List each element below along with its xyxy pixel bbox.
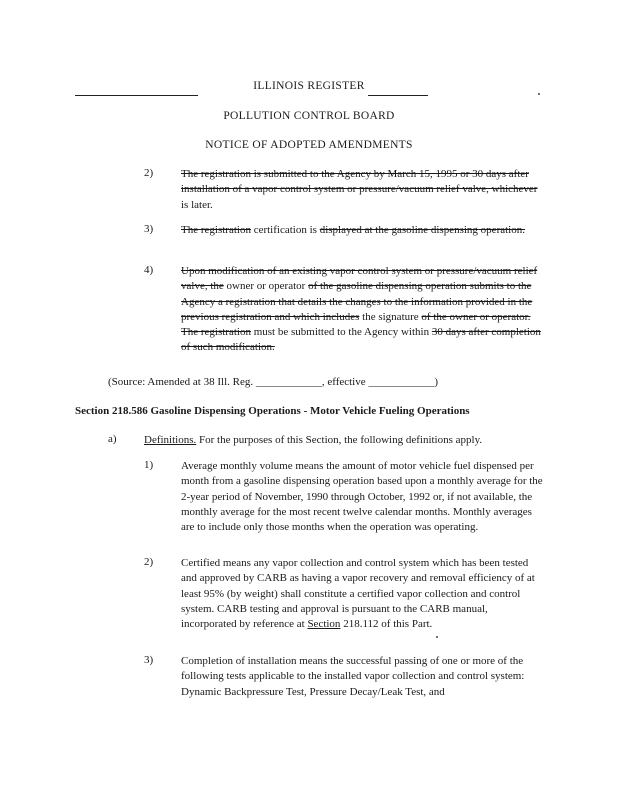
definition-text-part: Certified means any vapor collection and control system which has been tested and approved by CARB as having a vapor recovery and removal efficiency of at least 95% (by weight) shall constitute a certified vapor collection and control system. CARB testing and approval is pursuant to the CARB manual, incorporated by reference at (181, 557, 535, 631)
struck-text: of the owner or operator. The registration (181, 310, 531, 339)
item-3-text (181, 223, 541, 238)
struck-text: 30 days after completion of such modification. (181, 326, 541, 354)
header-rule-right (368, 95, 428, 96)
definitions-intro-text: For the purposes of this Section, the following definitions apply. (196, 434, 483, 446)
item-number: 4) (144, 264, 154, 276)
struck-text: The registration (181, 224, 251, 236)
agency-title: POLLUTION CONTROL BOARD (223, 110, 395, 122)
item-2-text (181, 167, 541, 213)
plain-text: owner or operator (223, 280, 309, 293)
definitions-title: Definitions. (144, 434, 197, 446)
plain-text: certification is (250, 224, 320, 236)
definitions-intro (144, 433, 554, 448)
definition-text-part: 218.112 of this Part. (340, 618, 433, 631)
item-number: 3) (144, 223, 154, 235)
notice-title: NOTICE OF ADOPTED AMENDMENTS (205, 139, 413, 151)
subsection-label: a) (108, 433, 117, 445)
register-title: ILLINOIS REGISTER (253, 80, 365, 92)
item-number: 2) (144, 167, 154, 179)
section-reference-link[interactable]: Section (307, 618, 341, 631)
struck-text: displayed at the gasoline dispensing operation. (319, 224, 525, 236)
struck-text: of the gasoline dispensing operation submits to the Agency a registration that details the changes to the information provided in the previous registration and which includes (181, 280, 533, 323)
struck-text: The registration is submitted to the Agency by March 15, 1995 or 30 days after installation of a vapor control system or pressure/vacuum relief valve, whichever (181, 168, 538, 196)
definition-number: 2) (144, 556, 154, 568)
source-note: (Source: Amended at 38 Ill. Reg. ____________, effective ____________) (108, 376, 439, 388)
definition-number: 3) (144, 654, 154, 666)
scan-speck (538, 93, 540, 95)
section-heading: Section 218.586 Gasoline Dispensing Operations - Motor Vehicle Fueling Operations (75, 405, 470, 417)
header-rule-left (75, 95, 198, 96)
definition-text: Average monthly volume means the amount of motor vehicle fuel dispensed per month from a gasoline dispensing operation based upon a monthly average for the 2-year period of November, 1990 through October, 1992 or, if not available, the monthly average for the most recent twelve calendar months. Monthly averages are to include only those months when the operation was operating. (181, 460, 543, 534)
scan-speck (436, 636, 438, 638)
plain-text: the signature (359, 310, 422, 323)
definition-text: Completion of installation means the successful passing of one or more of the following tests applicable to the installed vapor collection and control system: Dynamic Backpressure Test, Pressure Decay/Leak Test, and (181, 655, 525, 698)
item-4-text (181, 264, 542, 356)
plain-text: is later. (181, 198, 213, 211)
struck-text: Upon modification of an existing vapor control system or pressure/vacuum relief valve, the (181, 265, 538, 293)
plain-text: must be submitted to the Agency within (250, 326, 432, 339)
definition-text (181, 556, 543, 632)
definition-number: 1) (144, 459, 154, 471)
